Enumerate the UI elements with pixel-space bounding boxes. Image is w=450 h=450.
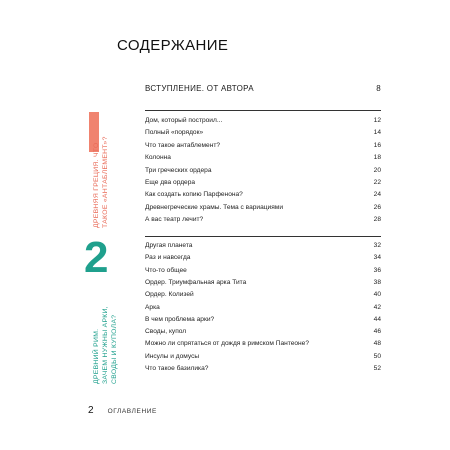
toc-entry-page: 50 <box>373 352 381 360</box>
toc-entry[interactable] <box>145 252 381 263</box>
toc-entry[interactable] <box>145 177 381 188</box>
toc-entry-page: 22 <box>373 179 381 186</box>
toc-entry[interactable] <box>145 240 381 251</box>
toc-entry-page: 14 <box>373 129 381 137</box>
toc-entry[interactable] <box>145 326 381 337</box>
toc-entry[interactable] <box>145 338 381 349</box>
toc-entry[interactable] <box>145 165 381 176</box>
part1-side-label: ДРЕВНЯЯ ГРЕЦИЯ. ЧТО ТАКОЕ «АНТАБЛЕМЕНТ»? <box>93 136 109 228</box>
toc-entry-title: А вас театр лечит? <box>145 216 204 224</box>
toc-entry-title: Полный «порядок» <box>145 129 204 137</box>
toc-entry-page: 40 <box>373 291 381 299</box>
toc-entry[interactable] <box>145 314 381 325</box>
toc-entry-page: 48 <box>373 340 381 348</box>
toc-entry-page: 12 <box>373 117 381 124</box>
toc-entry[interactable] <box>145 115 381 126</box>
page-footer <box>88 405 157 416</box>
toc-intro-page: 8 <box>376 84 381 93</box>
part2-side-label: ДРЕВНИЙ РИМ. ЗАЧЕМ НУЖНЫ АРКИ, СВОДЫ И КУПОЛА? <box>93 306 118 384</box>
toc-entry-page: 28 <box>373 216 381 224</box>
page-title: СОДЕРЖАНИЕ <box>117 37 229 54</box>
toc-entry[interactable] <box>145 302 381 313</box>
toc-entry[interactable] <box>145 277 381 288</box>
toc-entry[interactable] <box>145 265 381 276</box>
toc-entry-title: Колонна <box>145 154 171 162</box>
toc-entry-title: Можно ли спрятаться от дождя в римском Пантеоне? <box>145 340 310 348</box>
toc-entry-title: Как создать копию Парфенона? <box>145 191 243 199</box>
toc-entry-title: Что такое антаблемент? <box>145 141 221 149</box>
toc-entry-page: 24 <box>373 191 381 199</box>
toc-entry[interactable] <box>145 140 381 151</box>
toc-entry-page: 52 <box>373 365 381 372</box>
toc-entry-title: Инсулы и домусы <box>145 352 200 360</box>
part1-divider <box>145 110 381 111</box>
toc-entry[interactable] <box>145 214 381 225</box>
toc-entry-page: 46 <box>373 328 381 336</box>
part2-number: 2 <box>84 233 109 282</box>
toc-entry-title: Еще два ордера <box>145 179 196 186</box>
toc-entry[interactable] <box>145 289 381 300</box>
toc-entry-page: 44 <box>373 315 381 323</box>
footer-label: ОГЛАВЛЕНИЕ <box>107 408 157 415</box>
toc-entry[interactable] <box>145 127 381 138</box>
toc-entry-title: Ордер. Колизей <box>145 291 194 299</box>
toc-intro-row[interactable] <box>145 84 381 93</box>
toc-entry-title: Дом, который построил... <box>145 117 223 124</box>
toc-entry-page: 16 <box>373 141 381 149</box>
toc-entry-page: 20 <box>373 166 381 174</box>
toc-entry[interactable] <box>145 363 381 374</box>
toc-entry-title: Другая планета <box>145 242 193 249</box>
toc-entry-title: Ордер. Триумфальная арка Тита <box>145 278 247 286</box>
part2-divider <box>145 236 381 237</box>
toc-entry-page: 18 <box>373 154 381 162</box>
toc-entry-title: Своды, купол <box>145 328 187 336</box>
toc-entry[interactable] <box>145 152 381 163</box>
toc-entry-page: 38 <box>373 278 381 286</box>
toc-entry-title: Арка <box>145 303 160 311</box>
toc-entry-title: Что-то общее <box>145 266 187 274</box>
footer-page-number: 2 <box>88 405 94 416</box>
toc-entry-page: 26 <box>373 203 381 211</box>
toc-entry[interactable] <box>145 202 381 213</box>
toc-entry-title: Что такое базилика? <box>145 365 209 372</box>
toc-entry[interactable] <box>145 351 381 362</box>
toc-entry-title: Раз и навсегда <box>145 254 191 262</box>
toc-entry-page: 36 <box>373 266 381 274</box>
toc-entry-page: 32 <box>373 242 381 249</box>
toc-intro-label: ВСТУПЛЕНИЕ. ОТ АВТОРА <box>145 84 254 93</box>
toc-entry[interactable] <box>145 189 381 200</box>
toc-entry-title: Три греческих ордера <box>145 166 212 174</box>
toc-entry-title: Древнегреческие храмы. Тема с вариациями <box>145 203 284 211</box>
toc-entry-page: 42 <box>373 303 381 311</box>
toc-entry-title: В чем проблема арки? <box>145 315 215 323</box>
toc-entry-page: 34 <box>373 254 381 262</box>
